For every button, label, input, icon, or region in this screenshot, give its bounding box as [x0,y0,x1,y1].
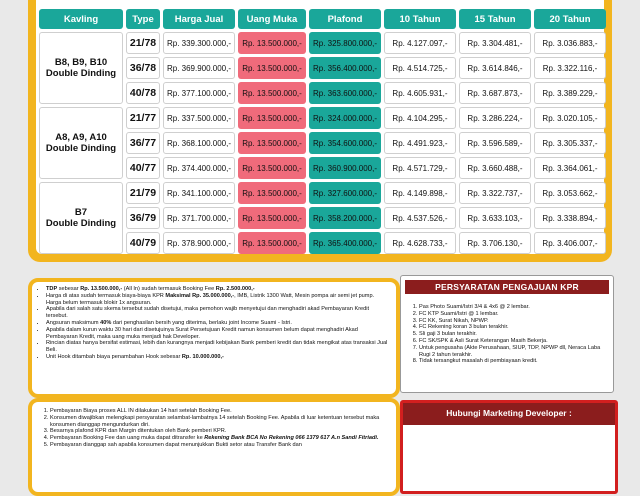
table-row [39,132,606,154]
tenor-20-cell: Rp. 3.322.116,- [534,57,606,79]
list-item: 2. Konsumen diwajibkan melengkapi persyaratan selambat-lambatnya 14 setelah Booking Fee. Apabila di luar ketentuan tersebut maka konsumen dianggap mengundurkan diri. [50,415,390,429]
kavling-line: B8, B9, B10 [54,57,108,68]
list-item: 5. Sli gaji 3 bulan terakhir. [419,331,609,338]
uang-muka-cell: Rp. 13.500.000,- [238,32,306,54]
kavling-line: Double Dinding [45,68,117,79]
harga-cell: Rp. 369.900.000,- [163,57,235,79]
list-item: 3. FC KK, Surat Nikah, NPWP. [419,318,609,325]
note-text: Pembayaran Booking Fee dan uang muka dapat ditransfer ke [50,435,205,442]
contact-title: Hubungi Marketing Developer : [403,403,615,425]
uang-muka-cell: Rp. 13.500.000,- [238,182,306,204]
plafond-cell: Rp. 327.600.000,- [309,182,381,204]
plafond-cell: Rp. 365.400.000,- [309,232,381,254]
tenor-10-cell: Rp. 4.104.295,- [384,107,456,129]
harga-cell: Rp. 368.100.000,- [163,132,235,154]
list-item: 1. Pas Photo Suami/Istri 3/4 & 4x6 @ 2 lembar. [419,304,609,311]
price-table [36,6,609,257]
requirements-title: PERSYARATAN PENGAJUAN KPR [405,280,609,294]
header-15-tahun: 15 Tahun [459,9,531,29]
list-item [46,293,390,307]
plafond-cell: Rp. 354.600.000,- [309,132,381,154]
type-cell: 21/77 [126,107,160,129]
list-item [46,327,390,341]
list-item [46,340,390,354]
tenor-20-cell: Rp. 3.338.894,- [534,207,606,229]
note-text: Unit Hook ditambah biaya penambahan Hook sebesar [46,353,182,360]
tenor-15-cell: Rp. 3.633.103,- [459,207,531,229]
tenor-10-cell: Rp. 4.514.725,- [384,57,456,79]
tenor-15-cell: Rp. 3.286.224,- [459,107,531,129]
header-type: Type [126,9,160,29]
type-cell: 40/77 [126,157,160,179]
note-text: dari penghasilan bersih yang diterima, berlaku joint Income Suami - Istri. [111,319,292,326]
tenor-10-cell: Rp. 4.149.898,- [384,182,456,204]
list-item: 8. Tidak tersangkut masalah di pembiayaan kredit. [419,358,609,365]
tenor-15-cell: Rp. 3.596.589,- [459,132,531,154]
type-cell: 36/79 [126,207,160,229]
uang-muka-cell: Rp. 13.500.000,- [238,82,306,104]
uang-muka-cell: Rp. 13.500.000,- [238,132,306,154]
note-bold: Rekening Bank BCA No Rekening 066 1379 617 A.n Sandi Fitriadi. [204,435,379,442]
note-text: (All In) sudah termasuk Booking Fee [122,286,216,292]
tenor-10-cell: Rp. 4.491.923,- [384,132,456,154]
note-text: , IMB, Listrik 1300 Watt, Mesin pompa air semi jet pump. Harga belum termasuk blokir 1x angsuran. [46,292,375,306]
list-item: 1. Pembayaran Biaya proses ALL IN dilakukan 14 hari setelah Booking Fee. [50,408,390,415]
note-bold: Maksimal Rp. 35.000.000,- [165,292,235,299]
terms-notes-box [28,278,400,398]
tenor-20-cell: Rp. 3.364.061,- [534,157,606,179]
tenor-20-cell: Rp. 3.053.662,- [534,182,606,204]
note-text: Rincian diatas hanya bersifat estimasi, lebih dan kurangnya menjadi kebijakan Bank pemberi kredit dan tidak mengikat atas transaksi Jual Beli. [46,340,388,354]
tenor-10-cell: Rp. 4.537.526,- [384,207,456,229]
tenor-15-cell: Rp. 3.304.481,- [459,32,531,54]
tenor-20-cell: Rp. 3.389.229,- [534,82,606,104]
type-cell: 40/78 [126,82,160,104]
uang-muka-cell: Rp. 13.500.000,- [238,107,306,129]
note-bold: Rp. 2.500.000,- [215,286,255,292]
note-bold: 40% [100,319,112,326]
table-row [39,107,606,129]
note-text: Angsuran maksimum [46,319,101,326]
uang-muka-cell: Rp. 13.500.000,- [238,232,306,254]
header-uang-muka: Uang Muka [238,9,306,29]
tenor-10-cell: Rp. 4.127.097,- [384,32,456,54]
note-text: Harga di atas sudah termasuk biaya-biaya KPR [46,292,166,299]
list-item [50,435,390,442]
list-item: 7. Untuk pengusaha (Akte Perusahaan, SIUP, TDP, NPWP dll, Neraca Laba Rugi 2 tahun terakhir. [419,345,609,359]
kavling-line: A8, A9, A10 [55,132,107,143]
plafond-cell: Rp. 360.900.000,- [309,157,381,179]
note-bold: Rp. 10.000.000,- [181,353,224,360]
plafond-cell: Rp. 363.600.000,- [309,82,381,104]
kavling-line: Double Dinding [45,218,117,229]
tenor-20-cell: Rp. 3.020.105,- [534,107,606,129]
list-item: 2. FC KTP Suami/Istri @ 1 lembar. [419,311,609,318]
note-text: sebesar [57,286,81,292]
harga-cell: Rp. 374.400.000,- [163,157,235,179]
list-item: 5. Pembayaran dianggap sah apabila konsumen dapat menunjukkan Bukti setor atau Transfer Bank dan [50,442,390,449]
harga-cell: Rp. 377.100.000,- [163,82,235,104]
tenor-15-cell: Rp. 3.687.873,- [459,82,531,104]
type-cell: 21/79 [126,182,160,204]
kavling-cell [39,182,123,254]
plafond-cell: Rp. 358.200.000,- [309,207,381,229]
kavling-cell [39,32,123,104]
header-plafond: Plafond [309,9,381,29]
header-harga-jual: Harga Jual [163,9,235,29]
harga-cell: Rp. 371.700.000,- [163,207,235,229]
tenor-20-cell: Rp. 3.036.883,- [534,32,606,54]
note-bold: TDP [46,286,58,292]
tenor-15-cell: Rp. 3.614.846,- [459,57,531,79]
tenor-10-cell: Rp. 4.571.729,- [384,157,456,179]
plafond-cell: Rp. 325.800.000,- [309,32,381,54]
list-item [46,306,390,320]
tenor-20-cell: Rp. 3.406.007,- [534,232,606,254]
table-row [39,182,606,204]
list-item: 6. FC SK/SPK & Asli Surat Keterangan Masih Bekerja. [419,338,609,345]
kavling-line: B7 [74,207,88,218]
uang-muka-cell: Rp. 13.500.000,- [238,207,306,229]
table-row [39,157,606,179]
type-cell: 21/78 [126,32,160,54]
payment-notes-box [28,398,400,496]
kavling-line: Double Dinding [45,143,117,154]
note-text: Apabila dalam kurun waktu 30 hari dari disetujuinya Surat Persetujuan Kredit namun konsumen belum dapat menghadiri Akad Pembayaran Kredit, maka uang muka menjadi hak Developer. [46,326,358,340]
table-row [39,57,606,79]
tenor-15-cell: Rp. 3.706.130,- [459,232,531,254]
tenor-10-cell: Rp. 4.605.931,- [384,82,456,104]
price-header-row [39,9,606,29]
table-row [39,82,606,104]
table-row [39,207,606,229]
list-item: 3. Besarnya plafond KPR dan Margin ditentukan oleh Bank pemberi KPR. [50,428,390,435]
uang-muka-cell: Rp. 13.500.000,- [238,157,306,179]
type-cell: 36/78 [126,57,160,79]
tenor-15-cell: Rp. 3.660.488,- [459,157,531,179]
header-20-tahun: 20 Tahun [534,9,606,29]
tenor-20-cell: Rp. 3.305.337,- [534,132,606,154]
list-item [46,286,390,293]
harga-cell: Rp. 378.900.000,- [163,232,235,254]
table-row [39,32,606,54]
header-10-tahun: 10 Tahun [384,9,456,29]
note-bold: Rp. 13.500.000,- [80,286,123,292]
type-cell: 36/77 [126,132,160,154]
tenor-10-cell: Rp. 4.628.733,- [384,232,456,254]
harga-cell: Rp. 339.300.000,- [163,32,235,54]
table-row [39,232,606,254]
harga-cell: Rp. 337.500.000,- [163,107,235,129]
list-item [46,320,390,327]
header-kavling: Kavling [39,9,123,29]
note-text: Apabila dari salah satu skema tersebut sudah disetujui, maka pemohon wajib menyetujui dan menghadiri akad Pembayaran Kredit tersebut. [46,306,370,320]
tenor-15-cell: Rp. 3.322.737,- [459,182,531,204]
list-item [46,354,390,361]
plafond-cell: Rp. 324.000.000,- [309,107,381,129]
type-cell: 40/79 [126,232,160,254]
kpr-requirements-box [400,275,614,393]
list-item: 4. FC Rekening koran 3 bulan terakhir. [419,324,609,331]
uang-muka-cell: Rp. 13.500.000,- [238,57,306,79]
plafond-cell: Rp. 356.400.000,- [309,57,381,79]
harga-cell: Rp. 341.100.000,- [163,182,235,204]
kavling-cell [39,107,123,179]
